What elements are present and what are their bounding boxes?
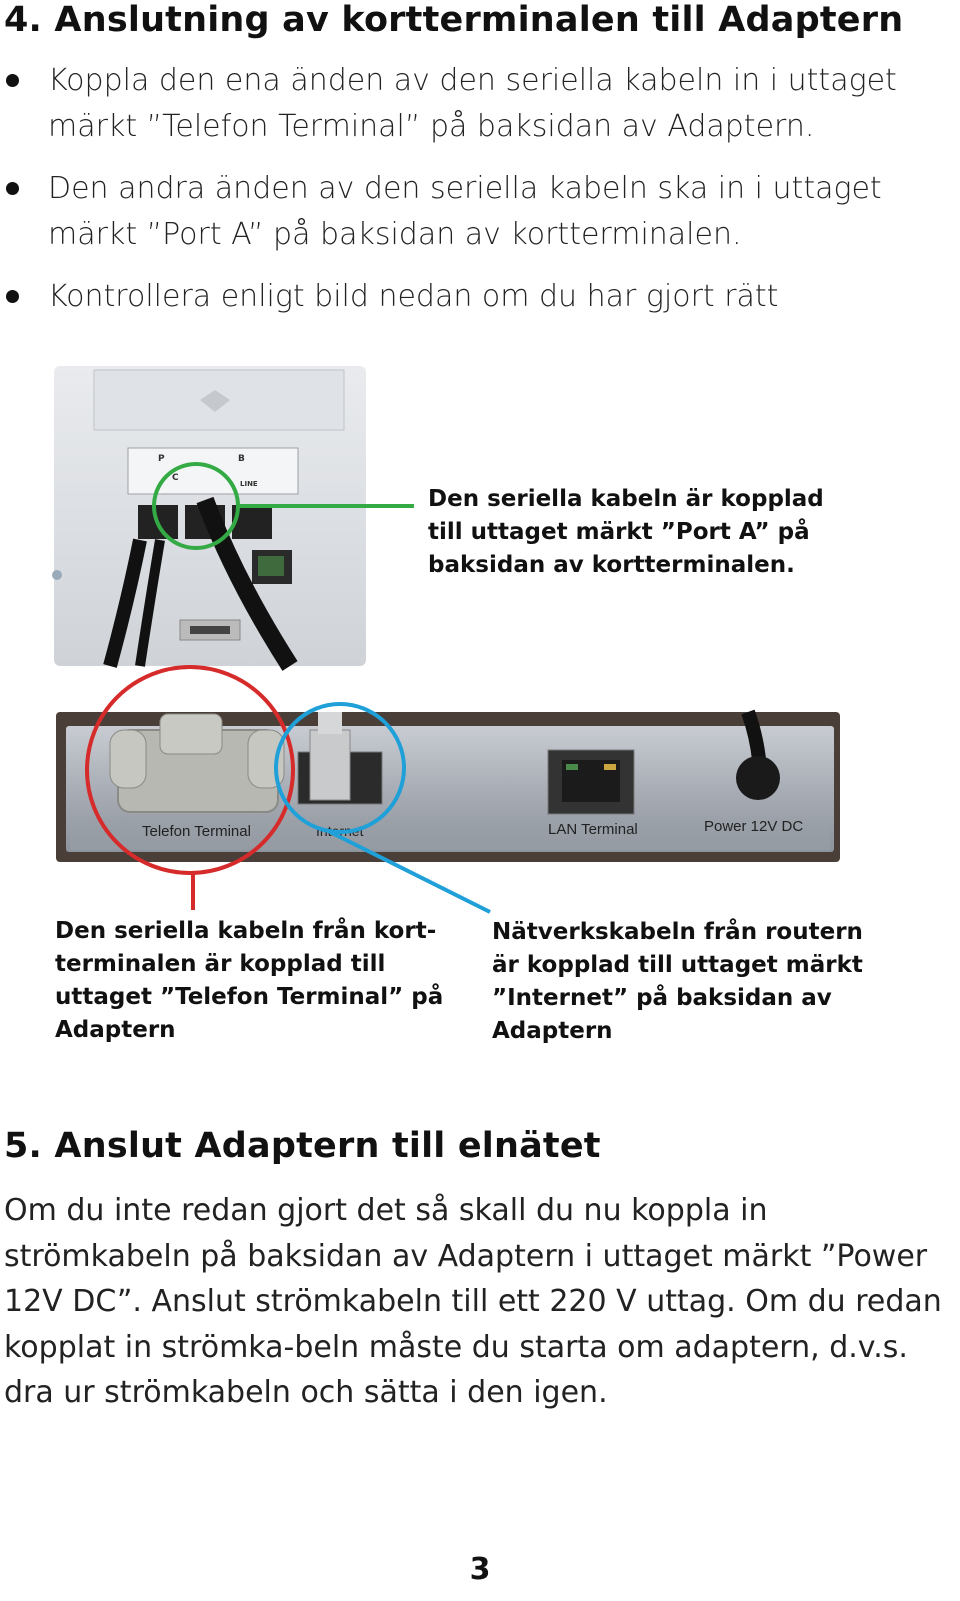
label-lan-terminal: LAN Terminal — [548, 821, 638, 838]
caption-internet: Nätverkskabeln från routern är kopplad till uttaget märkt ”Internet” på baksidan av Adaptern — [492, 919, 863, 1044]
bullet-item: Den andra änden av den seriella kabeln ska in i uttaget märkt ”Port A” på baksidan av kortterminalen. — [48, 171, 882, 252]
port-label-line: LINE — [240, 480, 258, 488]
port-label-c: C — [172, 473, 179, 483]
page-number: 3 — [469, 1552, 491, 1587]
bullet-item: Kontrollera enligt bild nedan om du har gjort rätt — [48, 279, 779, 314]
power-plug — [736, 756, 780, 800]
terminal-photo — [52, 366, 366, 666]
caption-telefon-terminal: Den seriella kabeln från kort-terminalen är kopplad till uttaget ”Telefon Terminal” på Adaptern — [55, 918, 444, 1043]
port-label-b: B — [238, 454, 245, 464]
section-5-heading: 5. Anslut Adaptern till elnätet — [4, 1126, 601, 1166]
section-4-heading: 4. Anslutning av kortterminalen till Adaptern — [4, 0, 904, 40]
label-power: Power 12V DC — [704, 818, 804, 835]
adapter-photo — [56, 712, 840, 862]
section-5-paragraph: Om du inte redan gjort det så skall du nu koppla in strömkabeln på baksidan av Adaptern i uttaget märkt ”Power 12V DC”. Anslut strömkabeln till ett 220 V uttag. Om du redan kopplat in strömka-beln måste du starta om adaptern, d.v.s. dra ur strömkabeln och sätta i den igen. — [4, 1193, 942, 1410]
bullet-item: Koppla den ena änden av den seriella kabeln in i uttaget märkt ”Telefon Terminal” på baksidan av Adaptern. — [48, 63, 897, 144]
label-internet: Internet — [316, 823, 364, 839]
port-label-p: P — [158, 454, 165, 464]
caption-port-a: Den seriella kabeln är kopplad till uttaget märkt ”Port A” på baksidan av kortterminalen. — [428, 486, 824, 578]
label-telefon-terminal: Telefon Terminal — [142, 823, 251, 840]
